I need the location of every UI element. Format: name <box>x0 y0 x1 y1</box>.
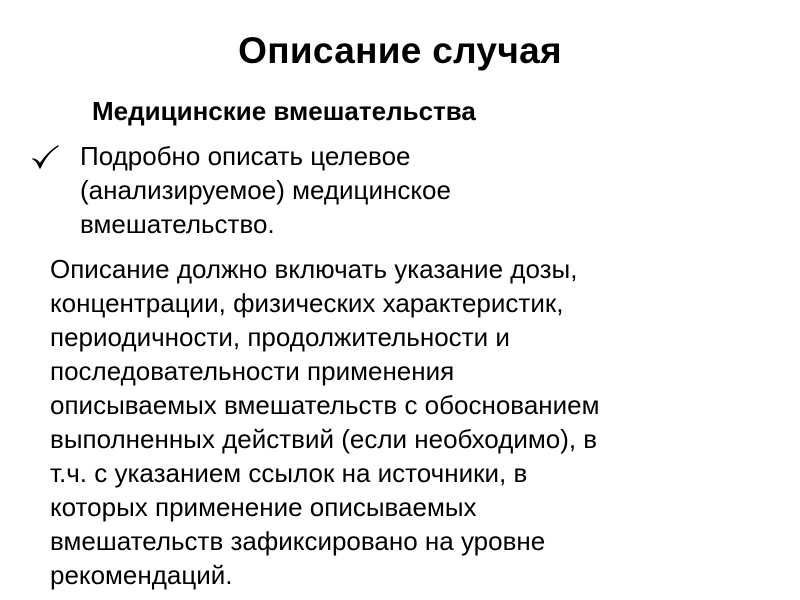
bullet-text: Подробно описать целевое (анализируемое) медицинское вмешательство. <box>80 141 451 239</box>
description-paragraph: Описание должно включать указание дозы, концентрации, физических характеристик, периодичности, продолжительности и последовательности применения описываемых вмешательств с обоснованием выполненных действий (если необходимо), в т.ч. с указанием ссылок на источники, в которых применение описываемых вмешательств зафиксировано на уровне рекомендаций. <box>50 254 600 590</box>
slide-title: Описание случая <box>238 30 562 71</box>
section-subtitle: Медицинские вмешательства <box>92 96 476 126</box>
checkmark-icon <box>30 143 60 173</box>
